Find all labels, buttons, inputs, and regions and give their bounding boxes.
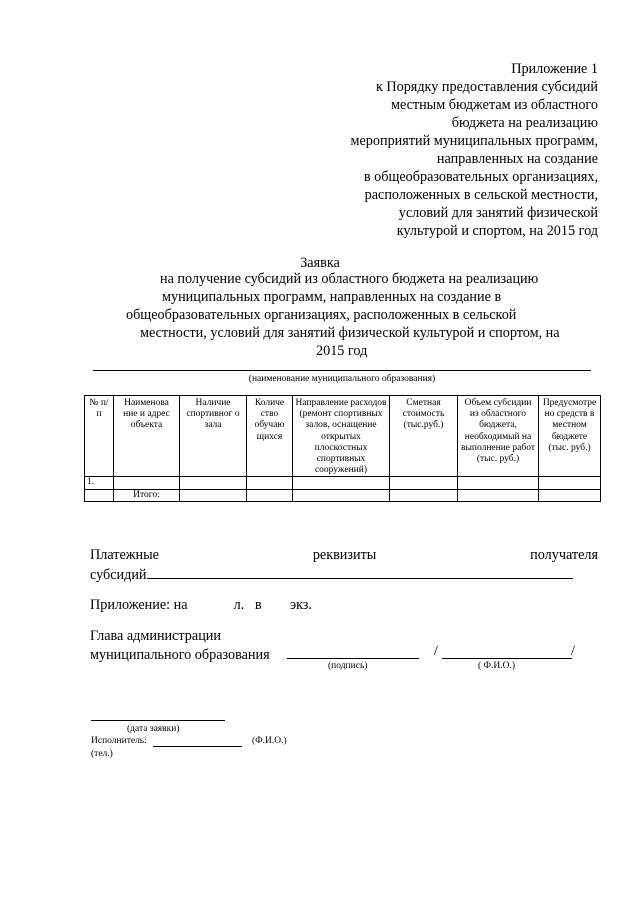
request-line: общеобразовательных организациях, расположенных в сельской xyxy=(126,307,517,323)
signature-fill-line[interactable] xyxy=(287,658,419,659)
phone-label: (тел.) xyxy=(91,749,113,759)
payment-word: Платежные xyxy=(90,547,159,563)
appendix-line: условий для занятий физической xyxy=(398,205,598,221)
appendix-line: местным бюджетам из областного xyxy=(390,97,598,113)
request-line: муниципальных программ, направленных на создание в xyxy=(162,289,502,305)
appendix-line: мероприятий муниципальных программ, xyxy=(350,133,598,149)
payment-details xyxy=(90,546,598,584)
header-number: № п/п xyxy=(85,396,114,477)
appendix-line: к Порядку предоставления субсидий xyxy=(375,79,598,95)
table-row xyxy=(85,477,601,489)
head-line: Глава администрации xyxy=(90,628,221,644)
row-number: 1. xyxy=(85,477,114,489)
head-line: муниципального образования xyxy=(90,647,270,663)
subsidy-table xyxy=(84,395,601,502)
table-cell[interactable] xyxy=(539,489,601,501)
executor-fio: (Ф.И.О.) xyxy=(252,736,287,746)
signature-caption: (подпись) xyxy=(328,661,368,671)
header-students: Количе ство обучаю щихся xyxy=(247,396,293,477)
table-cell[interactable] xyxy=(114,477,180,489)
request-description xyxy=(126,270,596,360)
request-title: Заявка xyxy=(300,255,340,271)
appendix-line: культурой и спортом, на 2015 год xyxy=(396,223,598,239)
table-cell[interactable] xyxy=(390,477,458,489)
appendix-line: направленных на создание xyxy=(436,151,598,167)
appendix-line: в общеобразовательных организациях, xyxy=(363,169,598,185)
executor-label: Исполнитель: xyxy=(91,736,147,746)
table-cell[interactable] xyxy=(539,477,601,489)
table-cell[interactable] xyxy=(247,477,293,489)
date-fill-line[interactable] xyxy=(91,720,225,721)
executor-fill-line[interactable] xyxy=(153,746,242,747)
date-caption: (дата заявки) xyxy=(127,724,180,734)
header-cost: Сметная стоимость (тыс.руб.) xyxy=(390,396,458,477)
payment-word: реквизиты xyxy=(312,547,377,563)
table-total-row xyxy=(85,489,601,501)
table-cell[interactable] xyxy=(293,489,390,501)
table-cell xyxy=(85,489,114,501)
appendix-line: бюджета на реализацию xyxy=(451,115,598,131)
header-direction: Направление расходов (ремонт спортивных залов, оснащение открытых плоскостных спортивных сооружений) xyxy=(293,396,390,477)
appendix-line: Приложение 1 xyxy=(511,61,598,77)
table-header-row xyxy=(85,396,601,477)
payment-fill-line[interactable] xyxy=(147,564,573,579)
appendix-line: расположенных в сельской местности, xyxy=(364,187,598,203)
header-object: Наименова ние и адрес объекта xyxy=(114,396,180,477)
table-cell[interactable] xyxy=(390,489,458,501)
municipality-caption: (наименование муниципального образования) xyxy=(248,374,436,384)
slash: / xyxy=(571,643,575,659)
header-subsidy: Объем субсидии из областного бюджета, необходимый на выполнение работ (тыс. руб.) xyxy=(458,396,539,477)
fio-fill-line[interactable] xyxy=(442,658,572,659)
head-of-administration xyxy=(90,627,270,665)
payment-label: субсидий xyxy=(90,567,147,583)
payment-word: получателя xyxy=(530,547,598,563)
attachment-line: Приложение: на л. в экз. xyxy=(90,597,312,613)
table-cell[interactable] xyxy=(180,489,247,501)
appendix-block xyxy=(351,60,598,240)
table-cell[interactable] xyxy=(458,477,539,489)
table-cell[interactable] xyxy=(293,477,390,489)
slash: / xyxy=(434,643,438,659)
request-line: местности, условий для занятий физической культурой и спортом, на xyxy=(140,325,560,341)
header-gym: Наличие спортивног о зала xyxy=(180,396,247,477)
municipality-fill-line[interactable] xyxy=(93,370,591,371)
table-cell[interactable] xyxy=(458,489,539,501)
request-line: на получение субсидий из областного бюджета на реализацию xyxy=(160,271,539,287)
fio-caption: ( Ф.И.О.) xyxy=(478,661,516,671)
table-cell[interactable] xyxy=(180,477,247,489)
request-line: 2015 год xyxy=(316,343,368,359)
total-label: Итого: xyxy=(114,489,180,501)
table-cell[interactable] xyxy=(247,489,293,501)
header-local-budget: Предусмотре но средств в местном бюджете (тыс. руб.) xyxy=(539,396,601,477)
